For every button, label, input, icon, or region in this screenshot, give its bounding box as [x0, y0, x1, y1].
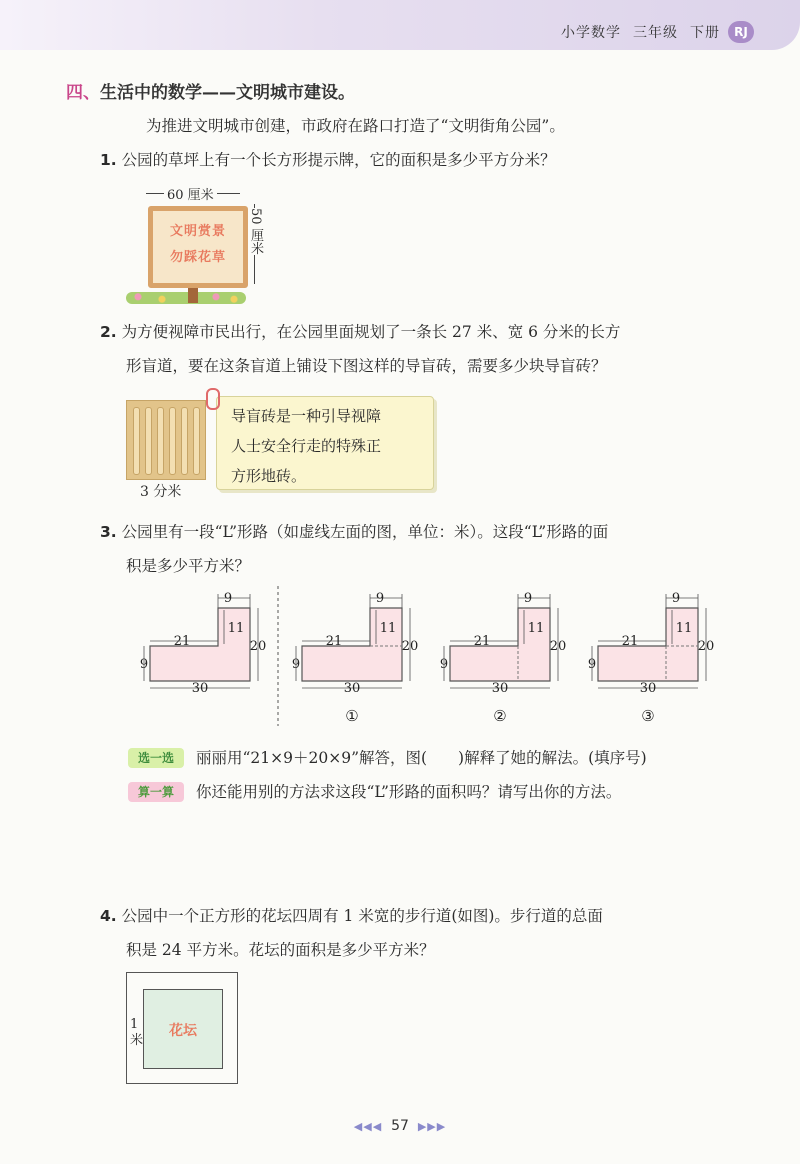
l-shape-3: [588, 591, 714, 725]
dim-total-3: 20: [697, 639, 715, 654]
dim-lower-2: 9: [439, 657, 449, 672]
q4-line-1: [100, 906, 603, 926]
dim-bottom: 30: [191, 681, 209, 696]
choose-tag: 选一选: [128, 748, 184, 768]
sign-board-image: [148, 206, 248, 288]
l-shape-1: [292, 591, 418, 725]
dim-upper-1: 11: [379, 621, 397, 636]
path-width-value: 1: [130, 1017, 139, 1032]
q3-line-1: [100, 522, 608, 542]
dim-bottom-1: 30: [343, 681, 361, 696]
dim-lower-1: 9: [291, 657, 301, 672]
page-number: [0, 1118, 800, 1134]
choose-text: 丽丽用“21×9＋20×9”解答，图( )解释了她的解法。(填序号): [196, 749, 647, 767]
dim-top-2: 9: [523, 591, 533, 606]
dim-left: 21: [173, 634, 191, 649]
q1-number: 1.: [100, 151, 117, 169]
subject-label: 小学数学: [561, 25, 621, 41]
page-header: [0, 0, 800, 50]
path-width-unit: 米: [130, 1033, 144, 1048]
dim-upper: 11: [227, 621, 245, 636]
dim-upper-3: 11: [675, 621, 693, 636]
dim-lower: 9: [139, 657, 149, 672]
q1-text: [100, 150, 556, 170]
grass-image: [126, 292, 246, 304]
l-shape-original: [140, 591, 266, 696]
dim-left-2: 21: [473, 634, 491, 649]
section-number: 四、: [66, 83, 100, 103]
q3-text-1: 公园里有一段“L”形路（如虚线左面的图，单位：米）。这段“L”形路的面: [121, 523, 609, 541]
dim-top: 9: [223, 591, 233, 606]
dim-lower-3: 9: [587, 657, 597, 672]
dim-total: 20: [249, 639, 267, 654]
note-card: [216, 396, 434, 490]
edition-badge: RJ: [728, 21, 754, 43]
dim-top-1: 9: [375, 591, 385, 606]
calc-text: 你还能用别的方法求这段“L”形路的面积吗？请写出你的方法。: [196, 783, 622, 801]
dim-top-3: 9: [671, 591, 681, 606]
l-shape-2: [440, 591, 566, 725]
dim-total-1: 20: [401, 639, 419, 654]
section-title-text: 生活中的数学——文明城市建设。: [100, 83, 355, 103]
paperclip-icon: [206, 388, 220, 410]
dim-total-2: 20: [549, 639, 567, 654]
sign-height-label: 50 厘米: [248, 208, 263, 255]
fig-label-2: ②: [493, 707, 507, 725]
term-label: 下册: [690, 25, 720, 41]
dim-bottom-3: 30: [639, 681, 657, 696]
dim-bottom-2: 30: [491, 681, 509, 696]
flowerbed-diagram: [126, 972, 238, 1084]
fig-label-1: ①: [345, 707, 359, 725]
flowerbed: [143, 989, 223, 1069]
q2-number: 2.: [100, 323, 117, 341]
q2-line-1: [100, 322, 620, 342]
calc-tag: 算一算: [128, 782, 184, 802]
q2-text-1: 为方便视障市民出行，在公园里面规划了一条长 27 米、宽 6 分米的长方: [121, 323, 621, 341]
right-arrows-icon: ▶▶▶: [417, 1120, 447, 1133]
page-number-value: 57: [391, 1118, 409, 1134]
dim-upper-2: 11: [527, 621, 545, 636]
intro-text: 为推进文明城市创建，市政府在路口打造了“文明街角公园”。: [146, 117, 565, 135]
section-title: [66, 78, 355, 103]
left-arrows-icon: ◀◀◀: [353, 1120, 383, 1133]
flowerbed-label: 花坛: [169, 1023, 197, 1039]
note-line-1: 导盲砖是一种引导视障: [231, 407, 382, 425]
l-shape-figures: [120, 586, 740, 736]
q1-question: 公园的草坪上有一个长方形提示牌，它的面积是多少平方分米？: [121, 151, 556, 169]
tile-size-label: 3 分米: [140, 484, 182, 500]
note-line-2: 人士安全行走的特殊正: [231, 437, 382, 455]
tactile-tile-image: [126, 400, 206, 480]
path-width-label: [130, 1017, 143, 1049]
sign-width-label: 60 厘米: [164, 184, 217, 203]
grade-label: 三年级: [633, 25, 678, 41]
q3-number: 3.: [100, 523, 117, 541]
sign-line-2: 勿踩花草: [169, 250, 226, 265]
q2-line-2: 形盲道，要在这条盲道上铺设下图这样的导盲砖，需要多少块导盲砖？: [126, 357, 607, 375]
dim-left-1: 21: [325, 634, 343, 649]
note-line-3: 方形地砖。: [231, 467, 307, 485]
q4-number: 4.: [100, 907, 117, 925]
q3-line-2: 积是多少平方米？: [126, 557, 251, 575]
q4-line-2: 积是 24 平方米。花坛的面积是多少平方米？: [126, 941, 435, 959]
fig-label-3: ③: [641, 707, 655, 725]
dim-left-3: 21: [621, 634, 639, 649]
q4-text-1: 公园中一个正方形的花坛四周有 1 米宽的步行道(如图)。步行道的总面: [121, 907, 603, 925]
sign-line-1: 文明赏景: [169, 224, 226, 239]
book-info: [549, 22, 720, 42]
